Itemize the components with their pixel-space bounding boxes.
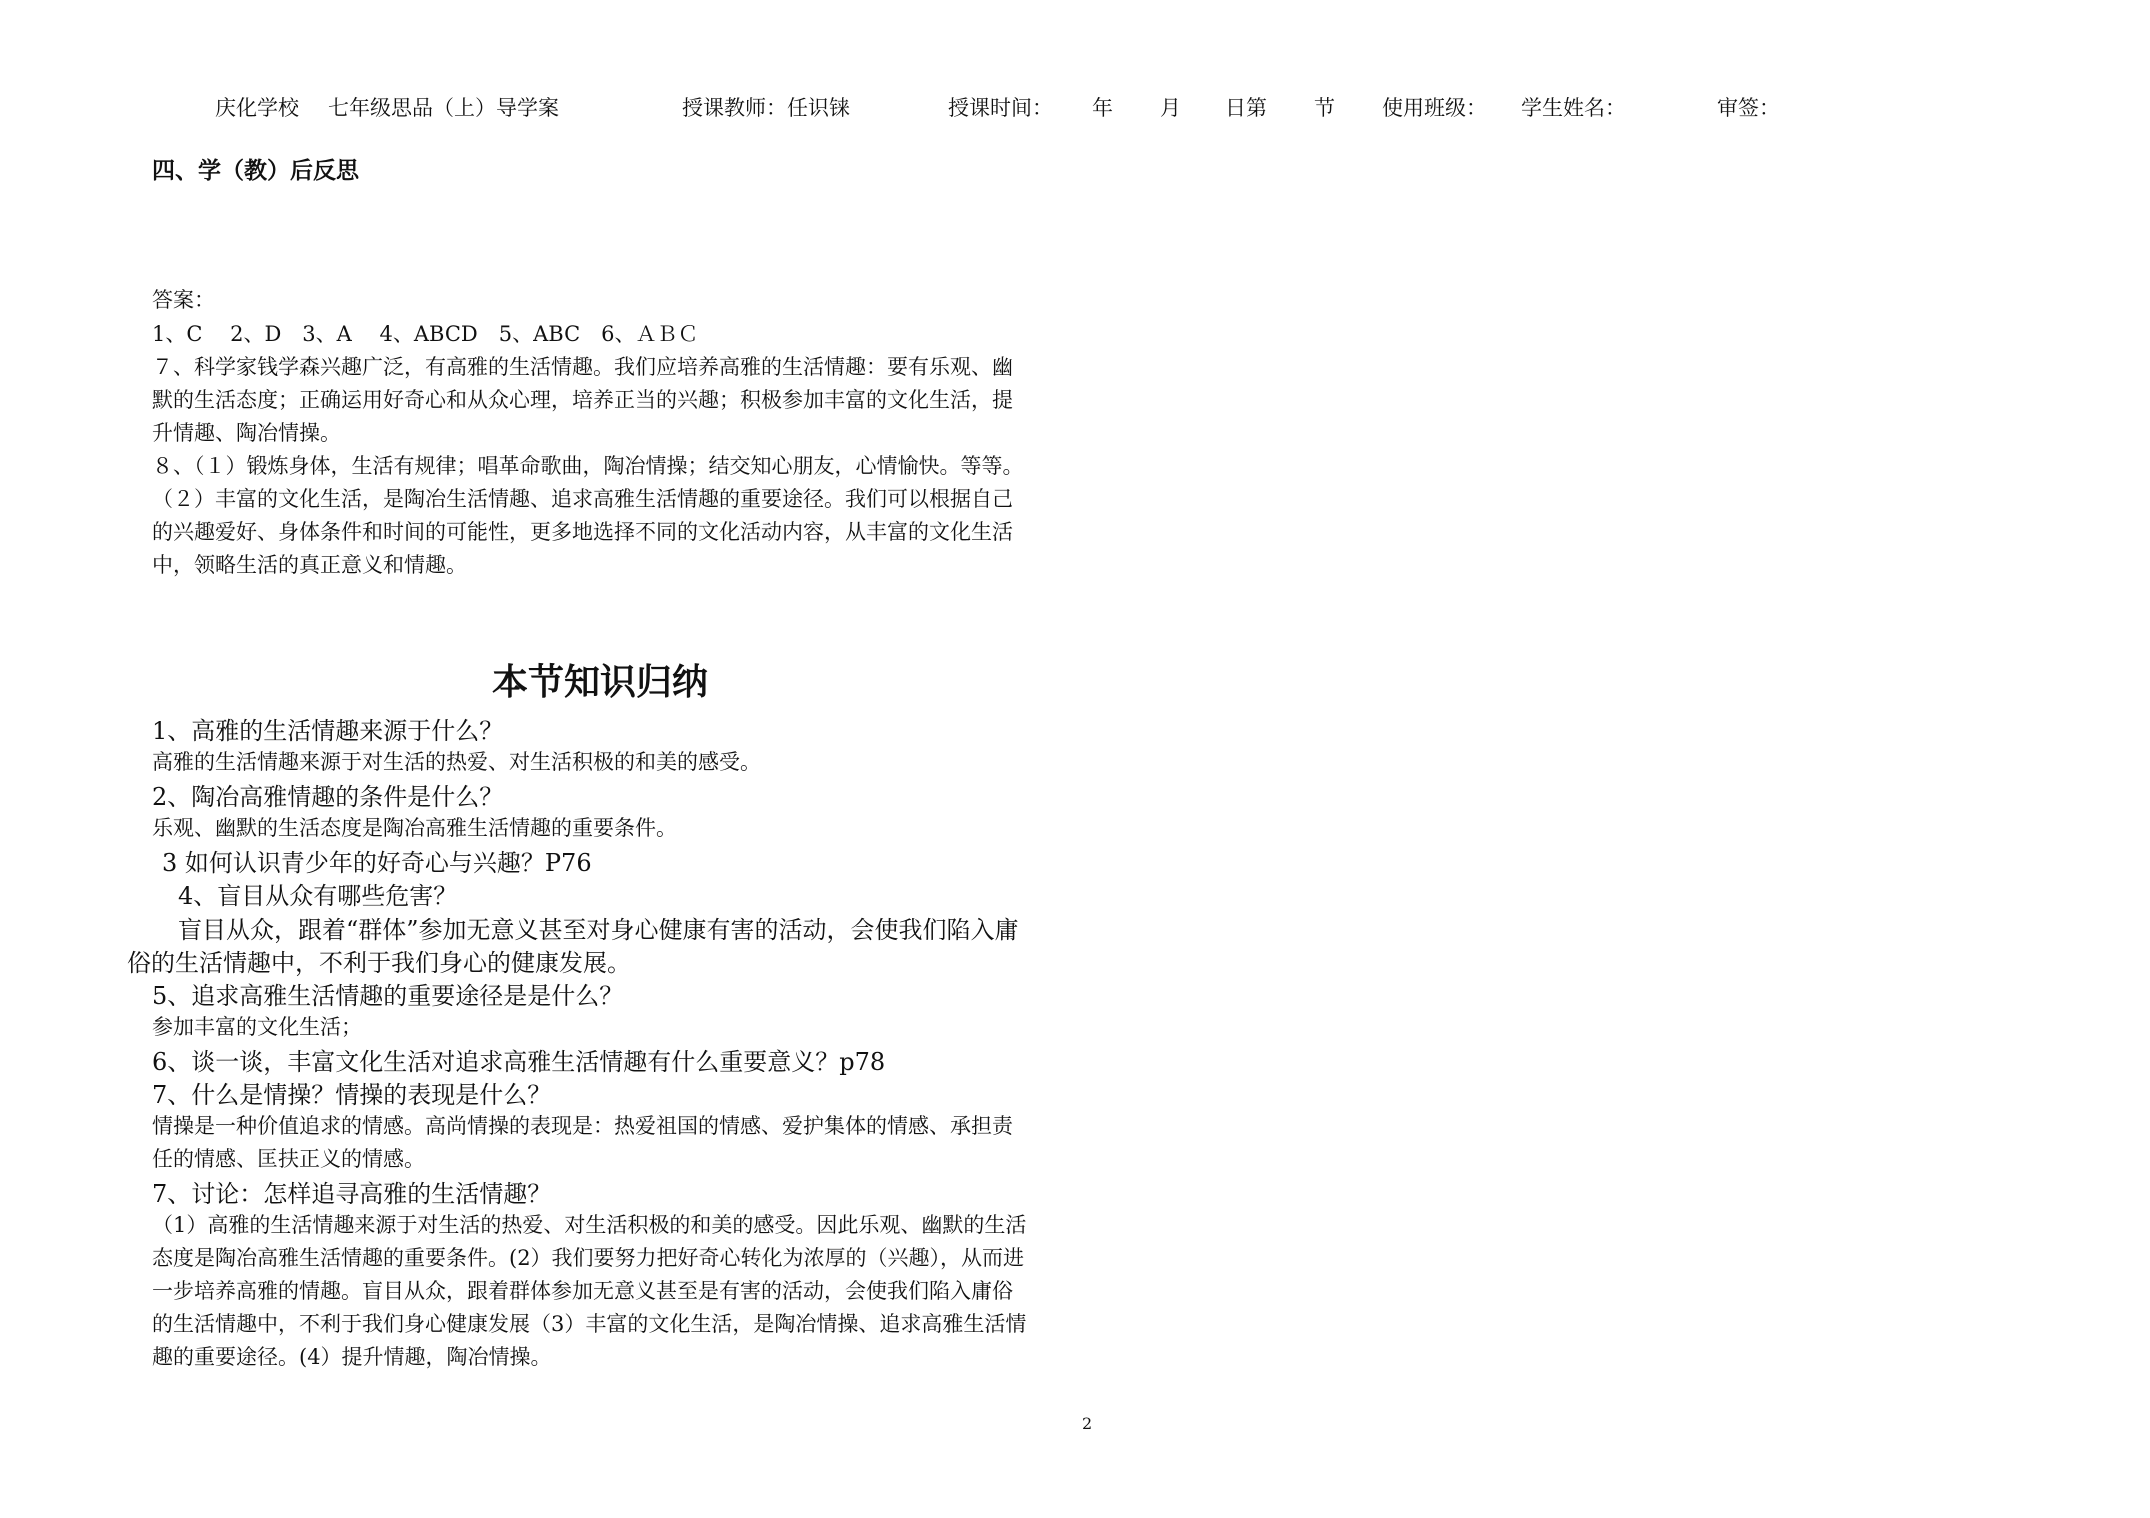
summary-answer: 高雅的生活情趣来源于对生活的热爱、对生活积极的和美的感受。 bbox=[152, 750, 761, 774]
section-label: 节 bbox=[1314, 96, 1335, 120]
summary-answer: 一步培养高雅的情趣。盲目从众，跟着群体参加无意义甚至是有害的活动，会使我们陷入庸俗 bbox=[152, 1279, 1013, 1303]
summary-answer: 态度是陶冶高雅生活情趣的重要条件。(2）我们要努力把好奇心转化为浓厚的（兴趣），从而进 bbox=[152, 1246, 1025, 1270]
summary-question: 4、盲目从众有哪些危害？ bbox=[178, 882, 458, 910]
summary-question: 2、陶冶高雅情趣的条件是什么？ bbox=[152, 783, 504, 811]
answer-line: ８、（１）锻炼身体，生活有规律；唱革命歌曲，陶冶情操；结交知心朋友，心情愉快。等等。 bbox=[152, 454, 1024, 478]
summary-question: 3 如何认识青少年的好奇心与兴趣？P76 bbox=[162, 849, 592, 877]
summary-question: 5、追求高雅生活情趣的重要途径是是什么？ bbox=[152, 982, 624, 1010]
answers-label: 答案： bbox=[152, 288, 215, 312]
month-label: 月 bbox=[1160, 96, 1181, 120]
summary-answer: 情操是一种价值追求的情感。高尚情操的表现是：热爱祖国的情感、爱护集体的情感、承担责 bbox=[152, 1114, 1013, 1138]
summary-answer: 乐观、幽默的生活态度是陶冶高雅生活情趣的重要条件。 bbox=[152, 816, 677, 840]
time-label: 授课时间： bbox=[948, 96, 1053, 120]
summary-answer: 俗的生活情趣中，不利于我们身心的健康发展。 bbox=[127, 949, 631, 977]
summary-answer: 趣的重要途径。(4）提升情趣，陶冶情操。 bbox=[152, 1345, 552, 1369]
answer-line: （２）丰富的文化生活，是陶冶生活情趣、追求高雅生活情趣的重要途径。我们可以根据自己 bbox=[152, 487, 1013, 511]
page-number: 2 bbox=[1082, 1414, 1093, 1433]
answers-choices: 1、C 2、D 3、A 4、ABCD 5、ABC 6、ＡＢＣ bbox=[152, 322, 699, 346]
summary-answer: （1）高雅的生活情趣来源于对生活的热爱、对生活积极的和美的感受。因此乐观、幽默的生活 bbox=[152, 1213, 1027, 1237]
summary-answer: 的生活情趣中，不利于我们身心健康发展（3）丰富的文化生活，是陶冶情操、追求高雅生活情 bbox=[152, 1312, 1027, 1336]
answer-line: ７、科学家钱学森兴趣广泛，有高雅的生活情趣。我们应培养高雅的生活情趣：要有乐观、幽 bbox=[152, 355, 1013, 379]
summary-answer: 任的情感、匡扶正义的情感。 bbox=[152, 1147, 425, 1171]
answer-line: 默的生活态度；正确运用好奇心和从众心理，培养正当的兴趣；积极参加丰富的文化生活，提 bbox=[152, 388, 1013, 412]
year-label: 年 bbox=[1092, 96, 1113, 120]
class-label: 使用班级： bbox=[1382, 96, 1487, 120]
summary-question: 1、高雅的生活情趣来源于什么？ bbox=[152, 717, 504, 745]
school-name: 庆化学校 bbox=[215, 96, 299, 120]
course-title: 七年级思品（上）导学案 bbox=[328, 96, 559, 120]
reflection-heading: 四、学（教）后反思 bbox=[152, 157, 359, 184]
answer-line: 中，领略生活的真正意义和情趣。 bbox=[152, 553, 467, 577]
summary-question: 7、讨论：怎样追寻高雅的生活情趣？ bbox=[152, 1180, 552, 1208]
review-label: 审签： bbox=[1717, 96, 1780, 120]
summary-answer: 参加丰富的文化生活； bbox=[152, 1015, 362, 1039]
teacher-field: 授课教师：任识铼 bbox=[682, 96, 850, 120]
summary-title: 本节知识归纳 bbox=[492, 662, 709, 703]
student-name-label: 学生姓名： bbox=[1521, 96, 1626, 120]
summary-question: 7、什么是情操？情操的表现是什么？ bbox=[152, 1081, 552, 1109]
answer-line: 升情趣、陶冶情操。 bbox=[152, 421, 341, 445]
summary-question: 6、谈一谈，丰富文化生活对追求高雅生活情趣有什么重要意义？p78 bbox=[152, 1048, 886, 1076]
summary-answer: 盲目从众，跟着“群体”参加无意义甚至对身心健康有害的活动，会使我们陷入庸 bbox=[178, 916, 1019, 944]
day-period-label: 日第 bbox=[1225, 96, 1267, 120]
answer-line: 的兴趣爱好、身体条件和时间的可能性，更多地选择不同的文化活动内容，从丰富的文化生活 bbox=[152, 520, 1013, 544]
